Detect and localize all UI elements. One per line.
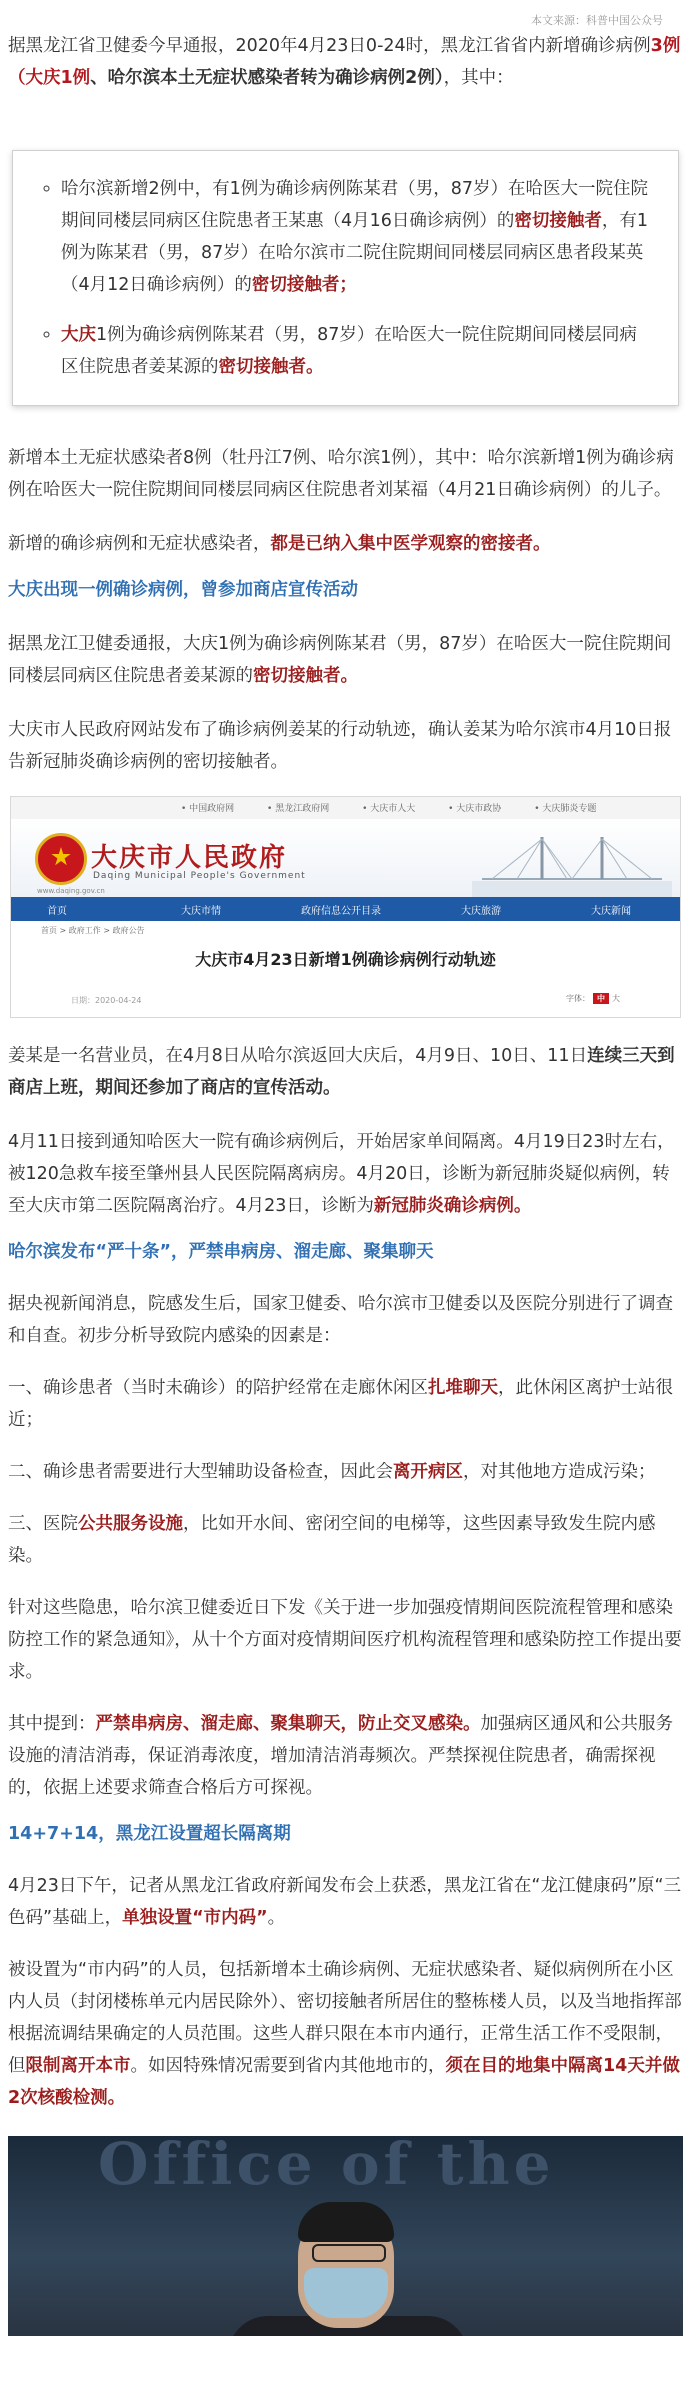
paragraph: [8, 1126, 683, 1222]
gov-website-screenshot: [10, 796, 681, 1018]
photo-backdrop-text: Office of the: [98, 2136, 555, 2198]
gov-toplink[interactable]: • 中国政府网: [181, 804, 235, 814]
section-heading: 大庆出现一例确诊病例，曾参加商店宣传活动: [8, 580, 358, 600]
quote-list: [37, 173, 654, 383]
glasses-icon: [312, 2244, 386, 2262]
font-size-large-button[interactable]: 大: [612, 994, 620, 1003]
paragraph: [8, 1372, 683, 1436]
text: 二、确诊患者需要进行大型辅助设备检查，因此会: [8, 1462, 393, 1482]
text: 其中提到：: [8, 1714, 96, 1734]
text: ，有1例为陈某君（男，87岁）在哈尔滨市二院住院期间同楼层同病区患者段某英（4月12日确诊病例）的: [61, 211, 649, 295]
paragraph: [8, 1040, 683, 1104]
text: 姜某是一名营业员，在4月8日从哈尔滨返回大庆后，4月9日、10日、11日: [8, 1046, 588, 1066]
text: 哈尔滨新增2例中，有1例为确诊病例陈某君（男，87岁）在哈医大一院住院期间同楼层同病区住院患者王某惠（4月16日确诊病例）的: [61, 179, 649, 231]
gov-toplink[interactable]: • 黑龙江政府网: [267, 804, 330, 814]
speaker-hair: [298, 2202, 394, 2242]
quote-item: [61, 319, 654, 383]
text: 1例为确诊病例陈某君（男，87岁）在哈医大一院住院期间同楼层同病区住院患者姜某源的: [61, 325, 637, 377]
paragraph: [8, 628, 683, 692]
paragraph: 针对这些隐患，哈尔滨卫健委近日下发《关于进一步加强疫情期间医院流程管理和感染防控工作的紧急通知》，从十个方面对疫情期间医疗机构流程管理和感染防控工作提出要求。: [8, 1598, 682, 1682]
highlight: 新冠肺炎确诊病例。: [373, 1196, 532, 1216]
gov-nav-item[interactable]: 大庆旅游: [461, 906, 501, 917]
text: ，比如开水间、密闭空间的电梯等，这些因素导致发生院内感染。: [8, 1514, 656, 1566]
highlight: 须在目的地集中隔离14天并做2次核酸检测。: [8, 2056, 680, 2108]
font-size-label: 字体：: [566, 994, 590, 1003]
gov-nav-item[interactable]: 政府信息公开目录: [301, 906, 381, 917]
gov-font-size-control: [566, 993, 620, 1004]
highlight: 都是已纳入集中医学观察的密接者。: [270, 534, 551, 554]
paragraph: 大庆市人民政府网站发布了确诊病例姜某的行动轨迹，确认姜某为哈尔滨市4月10日报告新冠肺炎确诊病例的密切接触者。: [8, 720, 672, 772]
text: 据黑龙江省卫健委今早通报，2020年4月23日0-24时，黑龙江省省内新增确诊病例: [8, 36, 651, 56]
highlight: 扎堆聊天: [428, 1378, 498, 1398]
face-mask-icon: [304, 2268, 388, 2318]
text: ，其中：: [443, 68, 514, 88]
gov-nav-item[interactable]: 首页: [47, 906, 67, 917]
text: 三、医院: [8, 1514, 78, 1534]
highlight: 严禁串病房、溜走廊、聚集聊天，防止交叉感染。: [95, 1714, 481, 1734]
text: ，对其他地方造成污染；: [463, 1462, 656, 1482]
gov-toplinks: [181, 801, 626, 814]
highlight: 密切接触者。: [218, 357, 324, 377]
article-body: [8, 30, 683, 2336]
paragraph: [8, 1456, 683, 1488]
gov-toplink[interactable]: • 大庆市政协: [448, 804, 502, 814]
text: 加强病区通风和公共服务设施的清洁消毒，保证消毒浓度，增加清洁消毒频次。严禁探视住院患者，确需探视的，依据上述要求筛查合格后方可探视。: [8, 1714, 673, 1798]
gov-nav-item[interactable]: 大庆新闻: [591, 906, 631, 917]
highlight: 、哈尔滨本土无症状感染者转为确诊病例2例）: [90, 68, 444, 88]
quote-item: [61, 173, 654, 301]
highlight: 离开病区: [393, 1462, 463, 1482]
paragraph: [8, 1870, 683, 1934]
gov-breadcrumb: 首页 > 政府工作 > 政府公告: [41, 926, 145, 935]
text: 4月23日下午，记者从黑龙江省政府新闻发布会上获悉，黑龙江省在“龙江健康码”原“三色码”基础上，: [8, 1876, 682, 1928]
bridge-illustration: [472, 831, 672, 897]
highlight: 限制离开本市: [25, 2056, 131, 2076]
gov-site-subtitle: Daqing Municipal People's Government: [93, 871, 306, 881]
highlight: 公共服务设施: [78, 1514, 183, 1534]
gov-article-date: 日期：2020-04-24: [71, 996, 142, 1005]
highlight: 密切接触者: [514, 211, 602, 231]
highlight: 3例（大庆1例: [8, 36, 681, 88]
paragraph: 据央视新闻消息，院感发生后，国家卫健委、哈尔滨市卫健委以及医院分别进行了调查和自查。初步分析导致院内感染的因素是：: [8, 1294, 673, 1346]
text: 4月11日接到通知哈医大一院有确诊病例后，开始居家单间隔离。4月19日23时左右，被120急救车接至肇州县人民医院隔离病房。4月20日，诊断为新冠肺炎疑似病例，转至大庆市第二医院隔离治疗。4月23日，诊断为: [8, 1132, 675, 1216]
national-emblem-icon: [35, 833, 87, 885]
paragraph: [8, 1954, 683, 2114]
gov-toplink[interactable]: • 大庆市人大: [362, 804, 416, 814]
gov-nav-item[interactable]: 大庆市情: [181, 906, 221, 917]
gov-topbar: [11, 797, 680, 820]
gov-site-url: www.daqing.gov.cn: [37, 887, 105, 895]
highlight: 单独设置“市内码”: [122, 1908, 268, 1928]
text: 一、确诊患者（当时未确诊）的陪护经常在走廊休闲区: [8, 1378, 428, 1398]
gov-toplink[interactable]: • 大庆肺炎专题: [534, 804, 597, 814]
paragraph: 新增本土无症状感染者8例（牡丹江7例、哈尔滨1例），其中：哈尔滨新增1例为确诊病例在哈医大一院住院期间同楼层同病区住院患者刘某福（4月21日确诊病例）的儿子。: [8, 448, 674, 500]
gov-header: [11, 819, 680, 897]
paragraph: [8, 528, 683, 560]
section-heading: 哈尔滨发布“严十条”，严禁串病房、溜走廊、聚集聊天: [8, 1242, 434, 1262]
section-heading: 14+7+14，黑龙江设置超长隔离期: [8, 1824, 291, 1844]
text: ，此休闲区离护士站很近；: [8, 1378, 673, 1430]
gov-site-title: 大庆市人民政府: [91, 843, 288, 873]
source-note: 本文来源：科普中国公众号: [531, 14, 663, 27]
gov-nav-bar: [11, 897, 680, 921]
font-size-medium-button[interactable]: 中: [593, 993, 609, 1004]
highlight: 密切接触者。: [253, 666, 358, 686]
text: 。如因特殊情况需要到省内其他地市的，: [130, 2056, 446, 2076]
paragraph-intro: [8, 30, 683, 94]
paragraph: [8, 1508, 683, 1572]
paragraph: [8, 1708, 683, 1804]
press-conference-photo: [8, 2136, 683, 2336]
text: 据黑龙江卫健委通报，大庆1例为确诊病例陈某君（男，87岁）在哈医大一院住院期间同楼层同病区住院患者姜某源的: [8, 634, 672, 686]
highlight: 连续三天到商店上班，期间还参加了商店的宣传活动。: [8, 1046, 675, 1098]
text: 新增的确诊病例和无症状感染者，: [8, 534, 271, 554]
quote-box: [12, 150, 679, 406]
text: 被设置为“市内码”的人员，包括新增本土确诊病例、无症状感染者、疑似病例所在小区内人员（封闭楼栋单元内居民除外）、密切接触者所居住的整栋楼人员，以及当地指挥部根据流调结果确定的人员范围。这些人群只限在本市内通行，正常生活工作不受限制，但: [8, 1960, 682, 2076]
highlight: 大庆: [61, 325, 96, 345]
gov-article-title: 大庆市4月23日新增1例确诊病例行动轨迹: [195, 950, 496, 969]
highlight: 密切接触者；: [251, 275, 357, 295]
text: 。: [267, 1908, 286, 1928]
